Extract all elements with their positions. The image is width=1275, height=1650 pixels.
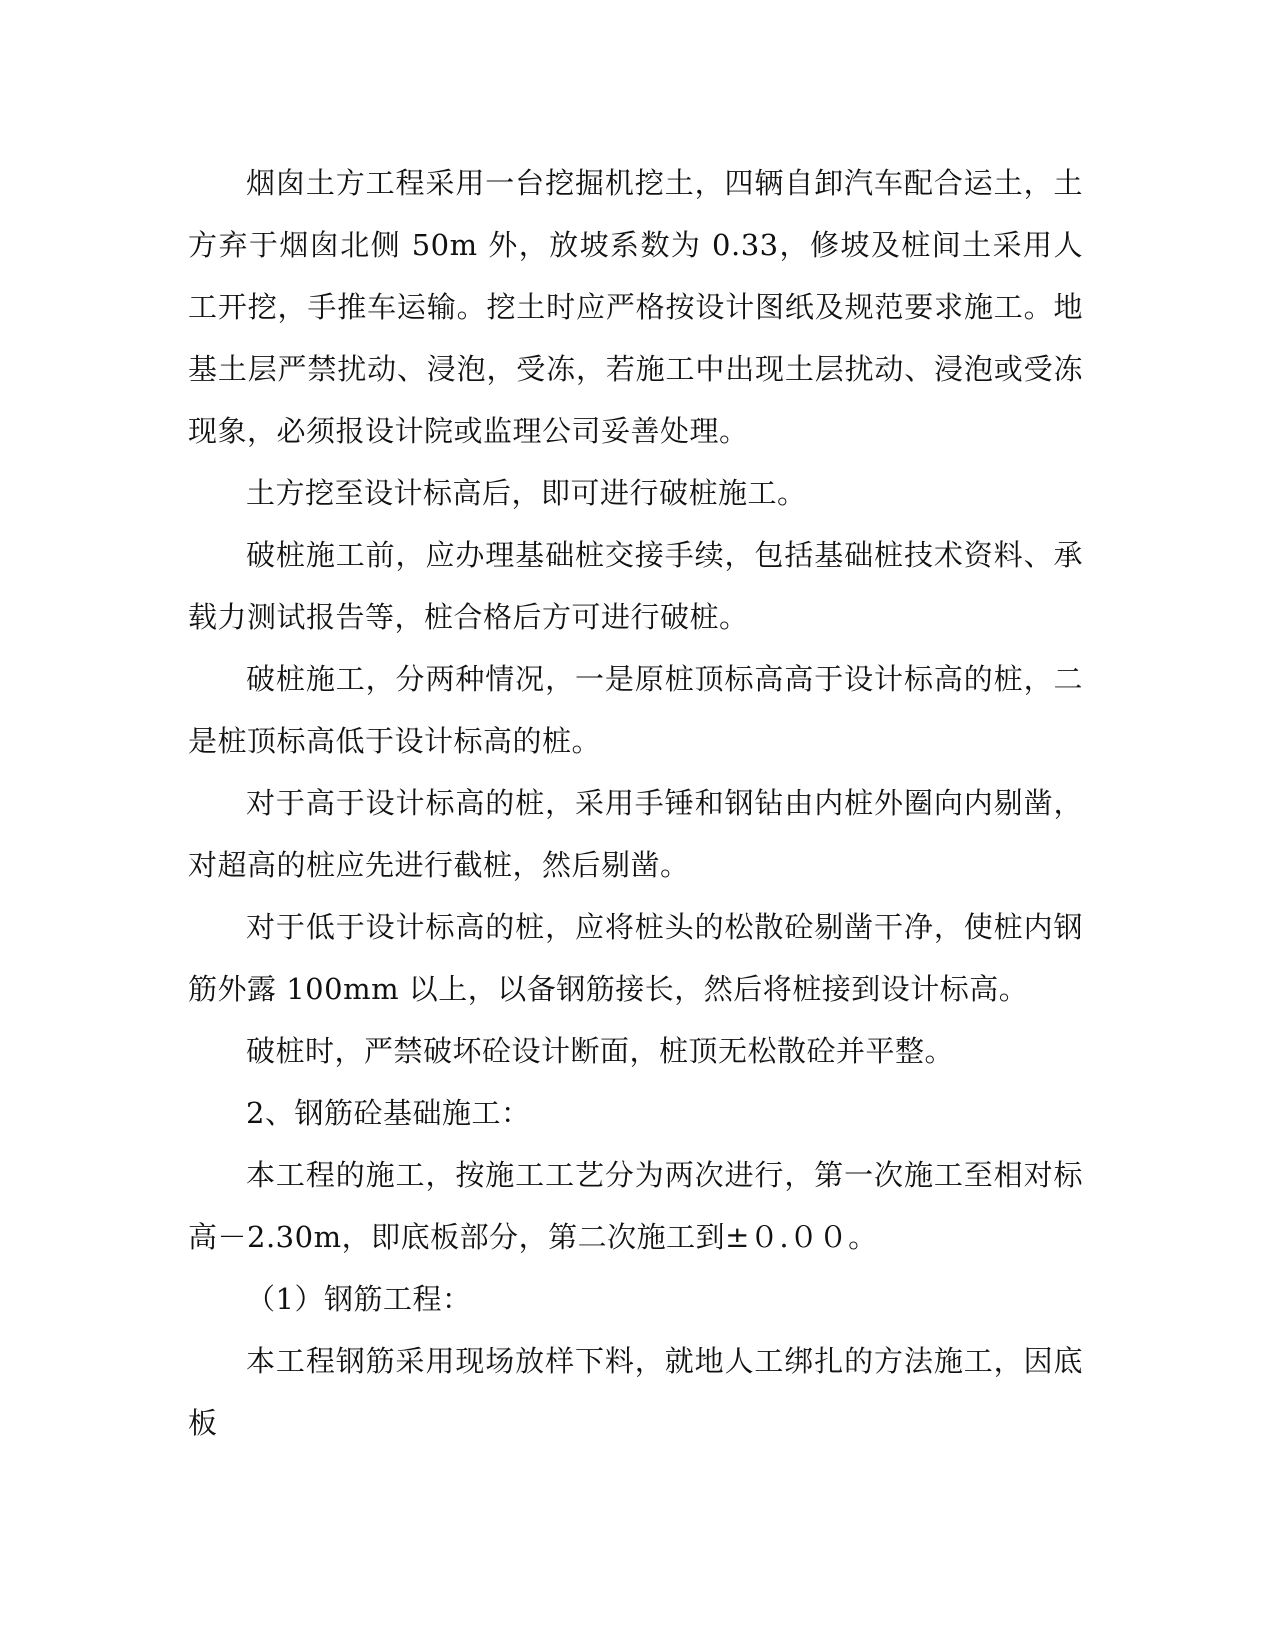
paragraph-pile-cases: 破桩施工，分两种情况，一是原桩顶标高高于设计标高的桩，二是桩顶标高低于设计标高的桩。: [188, 662, 1083, 758]
paragraph-low-piles: 对于低于设计标高的桩，应将桩头的松散砼剔凿干净，使桩内钢筋外露 100mm 以上，以备钢筋接长，然后将桩接到设计标高。: [188, 910, 1083, 1006]
paragraph-pile-handover: 破桩施工前，应办理基础桩交接手续，包括基础桩技术资料、承载力测试报告等，桩合格后方可进行破桩。: [188, 538, 1083, 634]
subsection-heading-rebar: （1）钢筋工程：: [246, 1282, 472, 1316]
paragraph-high-piles: 对于高于设计标高的桩，采用手锤和钢钻由内桩外圈向内剔凿，对超高的桩应先进行截桩，然后剔凿。: [188, 786, 1083, 882]
document-body: [188, 152, 1083, 1454]
paragraph-pile-breaking-start: 土方挖至设计标高后，即可进行破桩施工。: [246, 476, 807, 510]
section-heading-foundation: 2、钢筋砼基础施工：: [246, 1096, 531, 1130]
paragraph-construction-phases: 本工程的施工，按施工工艺分为两次进行，第一次施工至相对标高－2.30m，即底板部分，第二次施工到±０.００。: [188, 1158, 1083, 1254]
paragraph-earthwork: 烟囱土方工程采用一台挖掘机挖土，四辆自卸汽车配合运土，土方弃于烟囱北侧 50m 外，放坡系数为 0.33，修坡及桩间土采用人工开挖，手推车运输。挖土时应严格按设计图纸及规范要求施工。地基土层严禁扰动、浸泡，受冻，若施工中出现土层扰动、浸泡或受冻现象，必须报设计院或监理公司妥善处理。: [188, 166, 1083, 448]
paragraph-rebar-method: 本工程钢筋采用现场放样下料，就地人工绑扎的方法施工，因底板: [188, 1344, 1083, 1440]
paragraph-pile-breaking-rules: 破桩时，严禁破坏砼设计断面，桩顶无松散砼并平整。: [246, 1034, 955, 1068]
